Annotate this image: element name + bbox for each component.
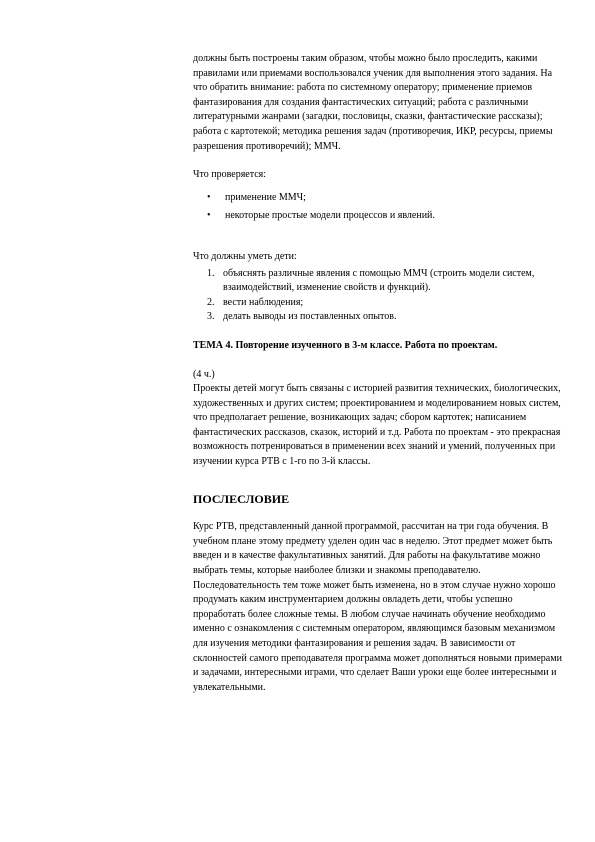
spacer bbox=[193, 470, 563, 484]
intro-paragraph: должны быть построены таким образом, чтобы можно было проследить, какими правилами или приемами воспользовался ученик для выполнения этого задания. На что обратить внимание: работа по системному оператору; применение приемов фантазирования для создания фантастических ситуаций; работа с различными литературными жанрами (загадки, пословицы, сказки, фантастические рассказы); работа с картотекой; методика решения задач (противоречия, ИКР, ресурсы, приемы разрешения противоречий); ММЧ. bbox=[193, 53, 553, 152]
list-number: 3. bbox=[207, 311, 215, 323]
spacer bbox=[193, 354, 563, 368]
topic-hours: (4 ч.) bbox=[193, 368, 215, 380]
topic-heading: ТЕМА 4. Повторение изученного в 3-м классе. Работа по проектам. bbox=[193, 339, 498, 351]
list-item bbox=[193, 310, 563, 325]
list-item-text: объяснять различные явления с помощью ММЧ (строить модели систем, взаимодействий, изменение свойств и функций). bbox=[223, 267, 535, 294]
list-item-text: применение ММЧ; bbox=[225, 191, 306, 203]
checked-list bbox=[193, 191, 563, 224]
afterword-paragraph: Курс РТВ, представленный данной программой, рассчитан на три года обучения. В учебном плане этому предмету уделен один час в неделю. Этот предмет может быть введен и в качестве факультативных занятий. Для работы на факультативе можно выбрать темы, которые наиболее близки и знакомы преподавателю. Последовательность тем тоже может быть изменена, но в этом случае нужно хорошо продумать каким инструментарием должны овладеть дети, чтобы успешно проработать более сложные темы. В любом случае начинать обучение необходимо именно с ознакомления с системным оператором, являющимся базовым механизмом для изучения методики фантазирования и решения задач. В зависимости от склонностей самого преподавателя программа может дополняться новыми примерами и задачами, интересными играми, что сделает Ваши уроки еще более интересными и увлекательными. bbox=[193, 521, 562, 693]
checked-heading: Что проверяется: bbox=[193, 169, 267, 181]
document-page bbox=[193, 52, 563, 695]
list-item bbox=[193, 296, 563, 311]
list-number: 1. bbox=[207, 267, 215, 279]
list-item bbox=[193, 209, 563, 224]
list-item-text: делать выводы из поставленных опытов. bbox=[223, 311, 397, 323]
spacer bbox=[193, 506, 563, 520]
afterword-heading: ПОСЛЕСЛОВИЕ bbox=[193, 491, 290, 506]
skills-heading: Что должны уметь дети: bbox=[193, 250, 297, 262]
topic-paragraph: Проекты детей могут быть связаны с историей развития технических, биологических, художественных и других систем; проектированием и моделированием новых систем, что предполагает решение, возникающих задач; сбором картотек; написанием фантастических рассказов, сказок, историй и т.д. Работа по проектам - это прекрасная возможность потренироваться в применении всех знаний и умений, полученных при изучении курса РТВ с 1-го по 3-й классы. bbox=[193, 383, 561, 468]
spacer bbox=[193, 154, 563, 168]
list-item-text: некоторые простые модели процессов и явлений. bbox=[225, 210, 435, 222]
spacer bbox=[193, 228, 563, 250]
spacer bbox=[193, 325, 563, 339]
list-item bbox=[193, 267, 563, 296]
list-number: 2. bbox=[207, 296, 215, 308]
list-item bbox=[193, 191, 563, 206]
skills-list bbox=[193, 267, 563, 325]
bullet-icon: • bbox=[207, 210, 211, 222]
list-item-text: вести наблюдения; bbox=[223, 296, 304, 308]
bullet-icon: • bbox=[207, 191, 211, 203]
